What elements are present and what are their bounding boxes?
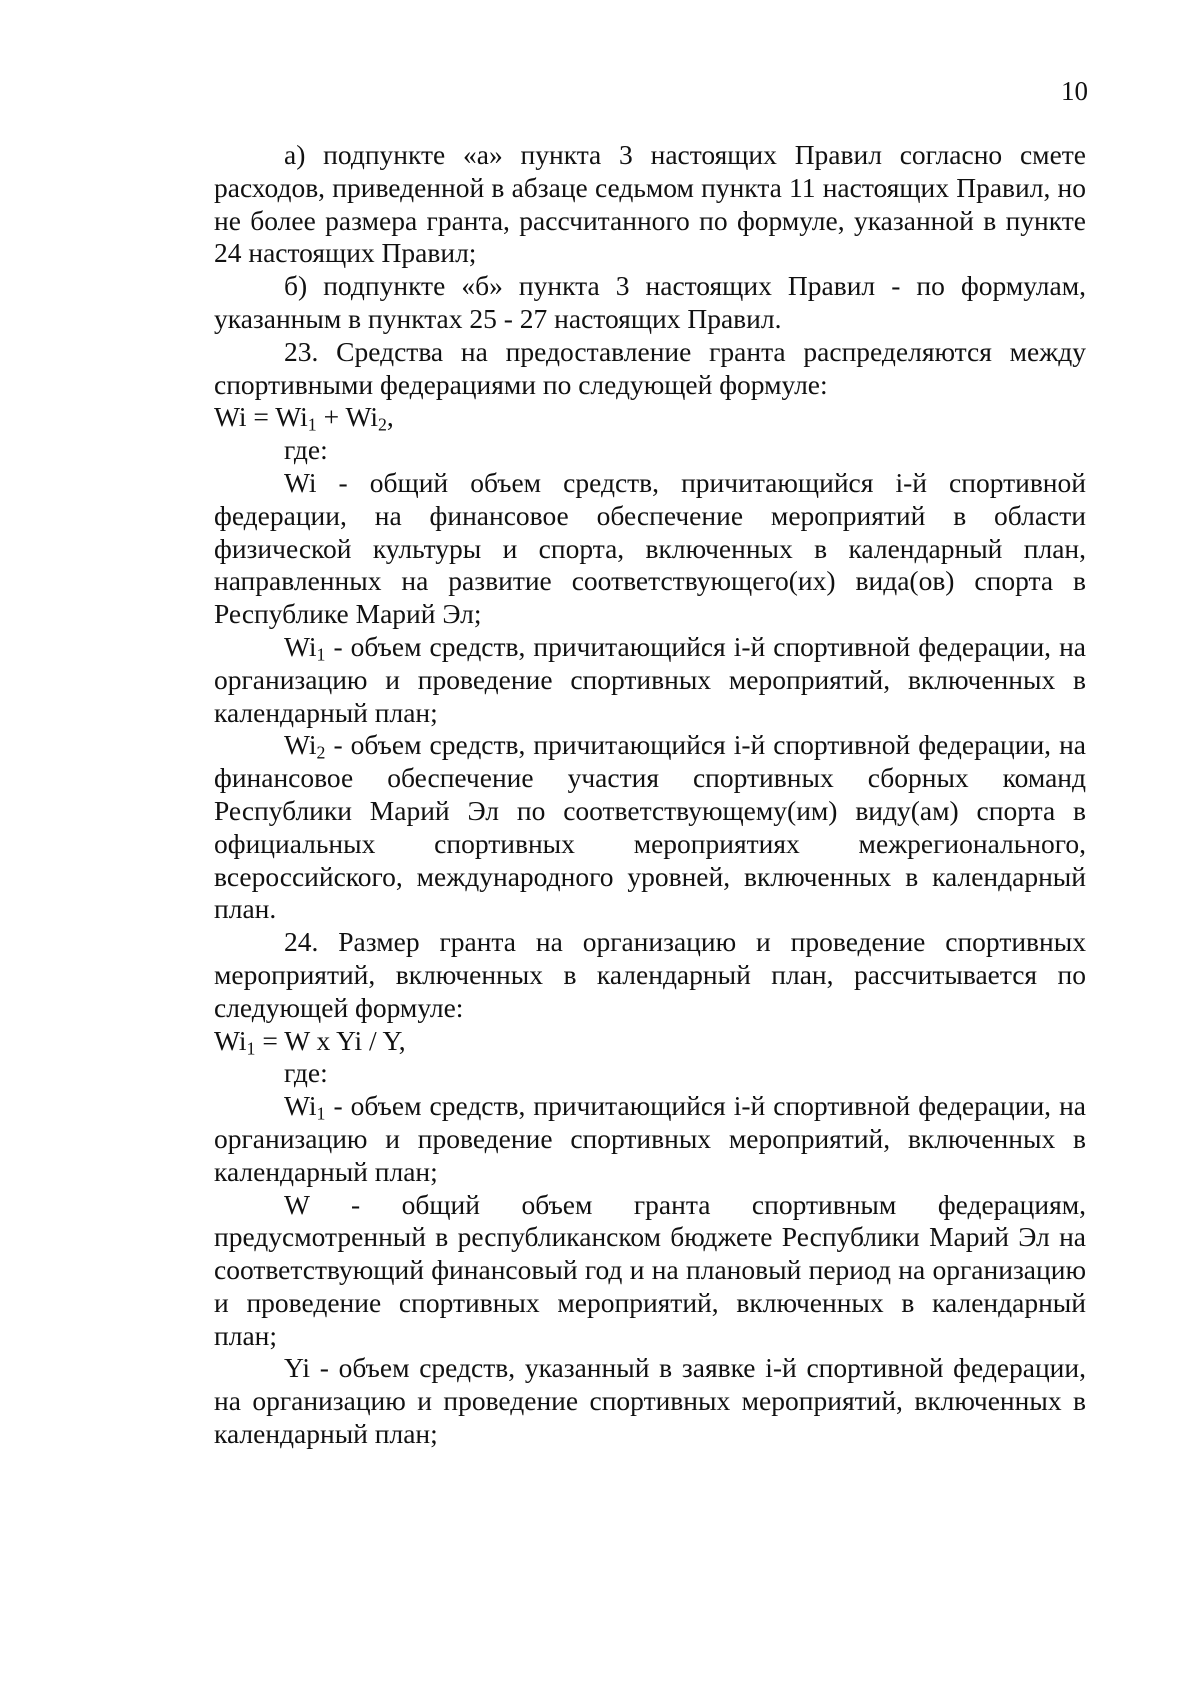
definition-wi2-var: Wi	[284, 729, 317, 761]
definition-w: W - общий объем гранта спортивным федерациям, предусмотренный в республиканском бюджете Республики Марий Эл на соответствующий финансовый год и на плановый период на организацию и проведение спортивных мероприятий, включенных в календарный план;	[214, 1188, 1086, 1351]
definition-wi2-sub: 2	[316, 742, 326, 763]
definition-wi: Wi - общий объем средств, причитающийся i-й спортивной федерации, на финансовое обеспечение мероприятий в области физической культуры и спорта, включенных в календарный план, направленных на развитие соответствующего(их) вида(ов) спорта в Республике Марий Эл;	[214, 466, 1086, 630]
formula-wi-tail: ,	[386, 401, 394, 433]
definition-wi1-sub: 1	[316, 644, 326, 665]
page-number: 10	[1061, 76, 1088, 106]
paragraph-22a: а) подпункте «а» пункта 3 настоящих Правил согласно смете расходов, приведенной в абзаце седьмом пункта 11 настоящих Правил, но не более размера гранта, рассчитанного по формуле, указанной в пункте 24 настоящих Правил;	[214, 139, 1086, 269]
definition-wi2-text: - объем средств, причитающийся i-й спортивной федерации, на финансовое обеспечение участия спортивных сборных команд Республики Марий Эл по соответствующему(им) виду(ам) спорта в официальных спортивных мероприятиях межрегионального, всероссийского, международного уровней, включенных в календарный план.	[214, 729, 1086, 925]
formula-wi-mid: + Wi	[316, 401, 378, 433]
document-body	[214, 139, 1086, 1451]
formula-wi1	[214, 1025, 1086, 1058]
formula-wi-sub1: 1	[307, 414, 317, 435]
paragraph-22b: б) подпункте «б» пункта 3 настоящих Правил - по формулам, указанным в пунктах 25 - 27 настоящих Правил.	[214, 270, 1086, 334]
definition-wi1-var: Wi	[284, 630, 317, 662]
definition-wi2	[214, 729, 1086, 926]
definition-wi1-b-text: - объем средств, причитающийся i-й спортивной федерации, на организацию и проведение спортивных мероприятий, включенных в календарный план;	[214, 1090, 1086, 1187]
where-label-2: где:	[284, 1057, 328, 1089]
formula-wi1-lhs: Wi	[214, 1024, 247, 1056]
formula-wi-sub2: 2	[377, 414, 387, 435]
paragraph-23: 23. Средства на предоставление гранта распределяются между спортивными федерациями по следующей формуле:	[214, 335, 1086, 400]
definition-wi1-b-sub: 1	[316, 1103, 326, 1124]
formula-wi	[214, 401, 1086, 434]
definition-wi1	[214, 631, 1086, 729]
definition-wi1-b	[214, 1090, 1086, 1188]
where-label-1: где:	[284, 434, 328, 466]
formula-wi1-sub1: 1	[246, 1037, 256, 1058]
definition-wi1-b-var: Wi	[284, 1090, 317, 1122]
paragraph-24: 24. Размер гранта на организацию и проведение спортивных мероприятий, включенных в календарный план, рассчитывается по следующей формуле:	[214, 926, 1086, 1023]
formula-wi1-rhs: = W x Yi / Y,	[255, 1024, 406, 1056]
formula-wi-lhs: Wi = Wi	[214, 401, 308, 433]
definition-yi: Yi - объем средств, указанный в заявке i-й спортивной федерации, на организацию и проведение спортивных мероприятий, включенных в календарный план;	[214, 1352, 1086, 1450]
definition-wi1-text: - объем средств, причитающийся i-й спортивной федерации, на организацию и проведение спортивных мероприятий, включенных в календарный план;	[214, 630, 1086, 728]
